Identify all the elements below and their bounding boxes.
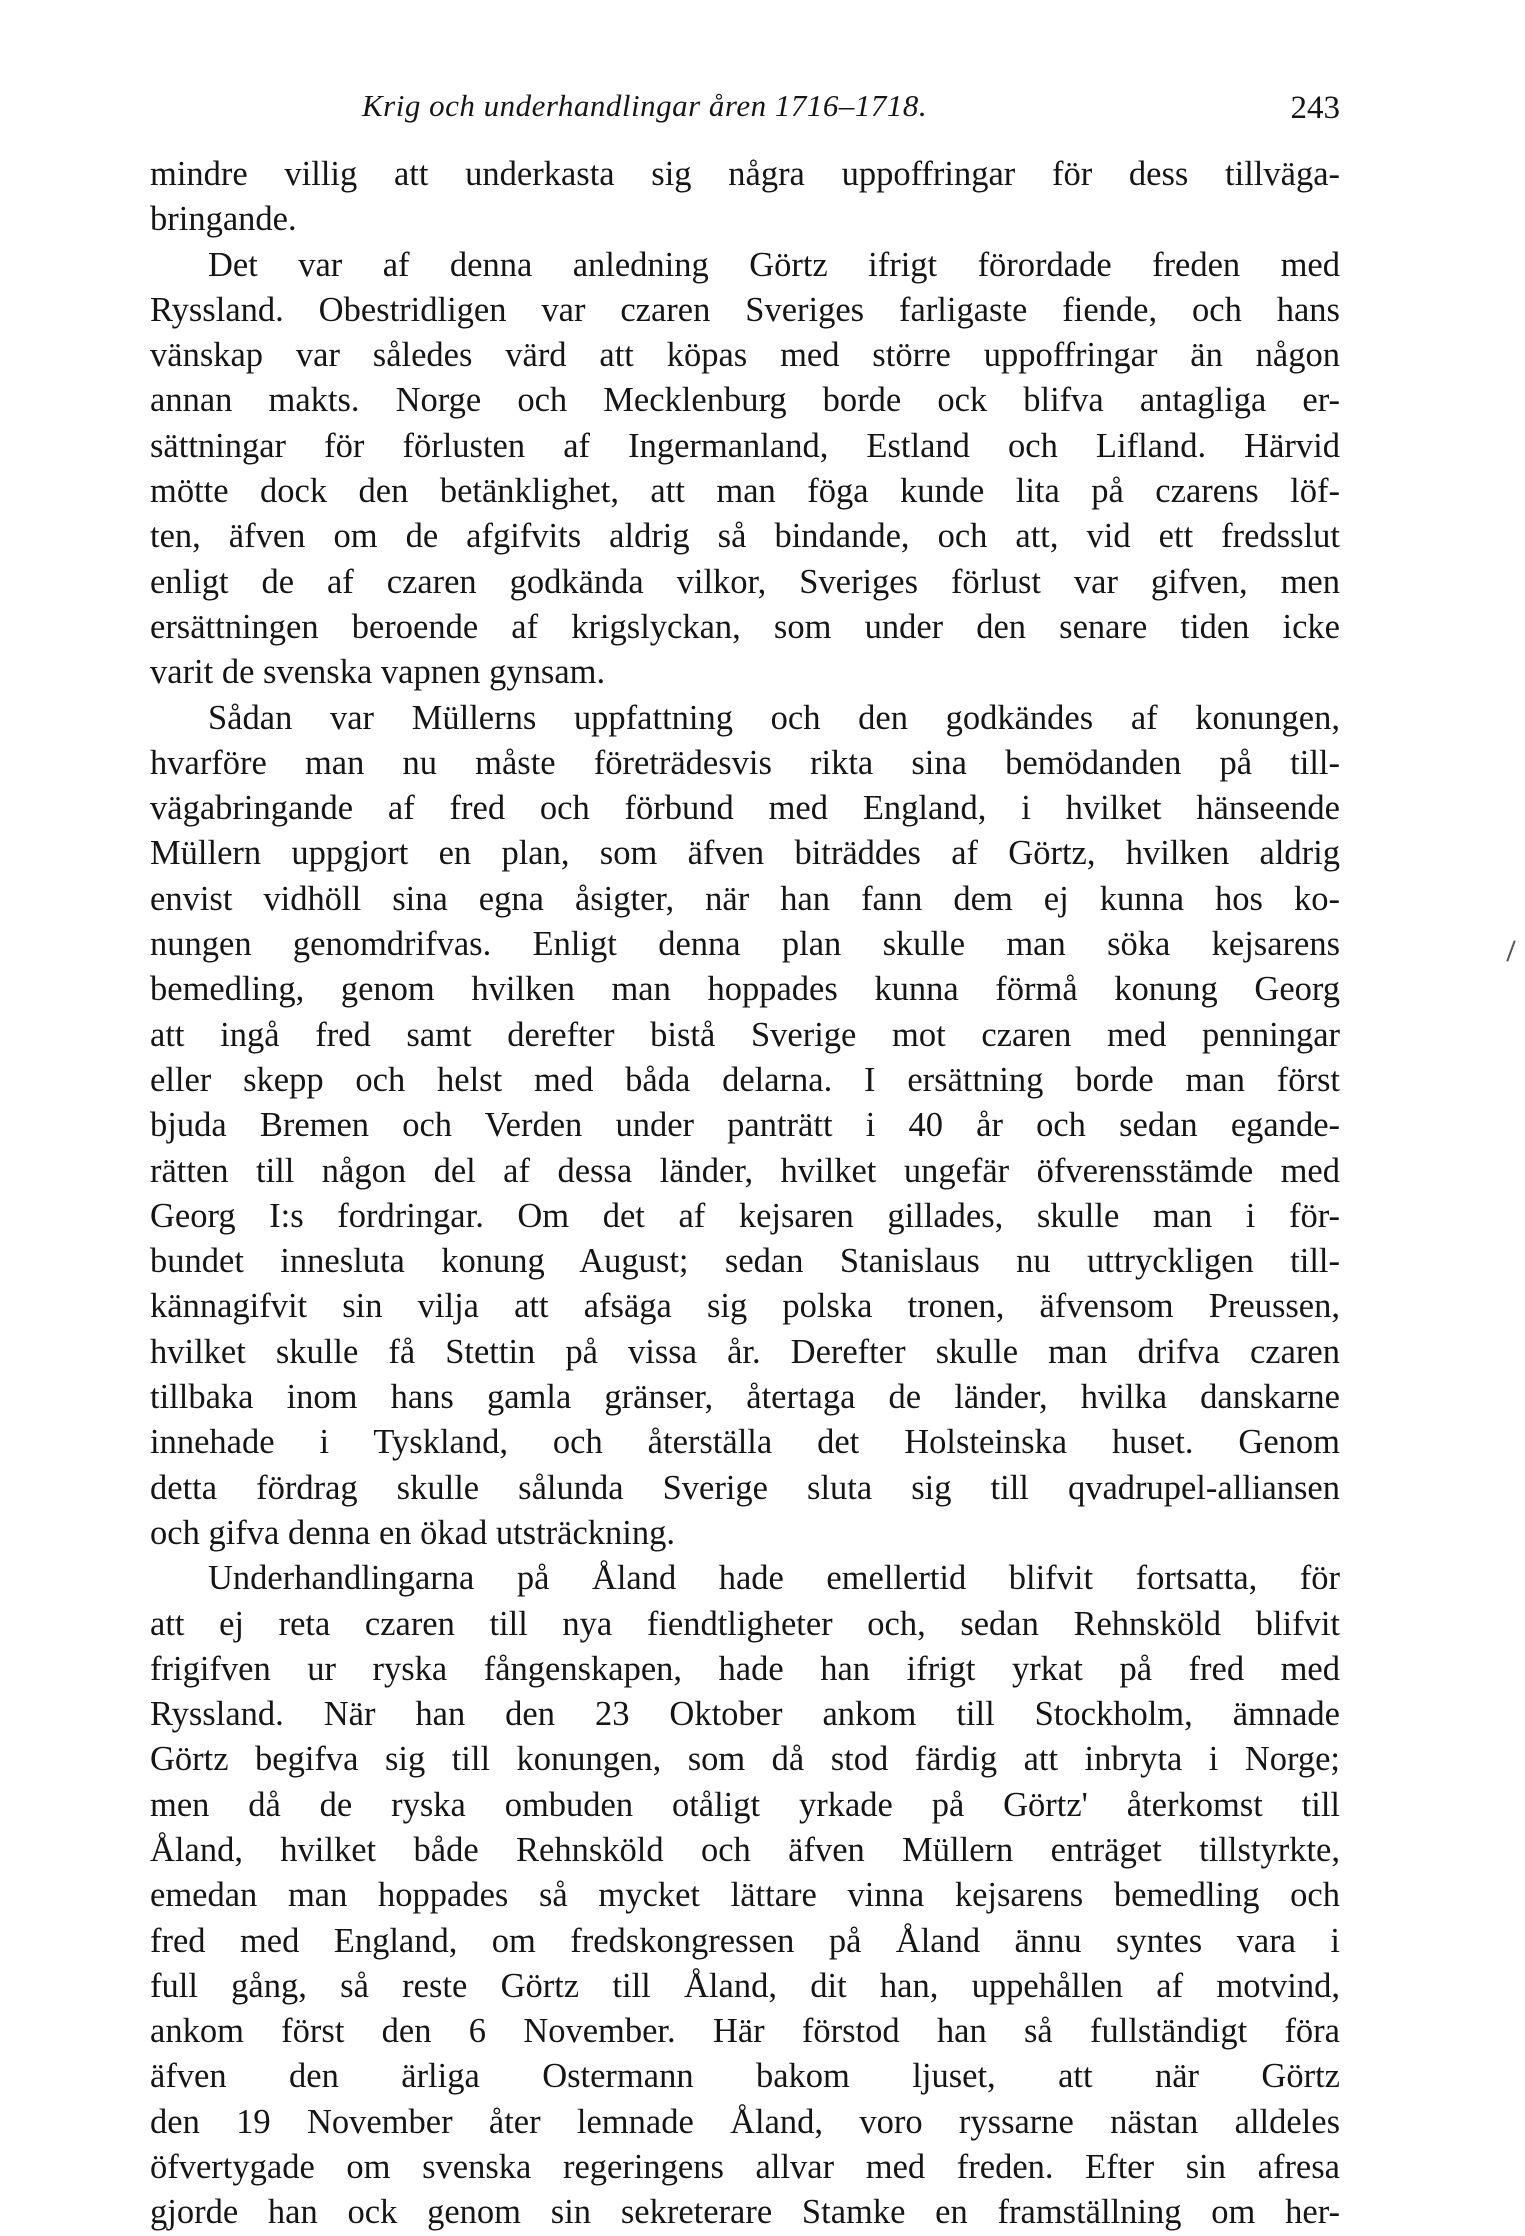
text-line: mindre villig att underkasta sig några uppoffringar för dess tillväga- — [150, 155, 1340, 193]
text-line: annan makts. Norge och Mecklenburg borde ock blifva antagliga er- — [150, 381, 1340, 420]
text-line: sättningar för förlusten af Ingermanland, Estland och Lifland. Härvid — [150, 426, 1340, 465]
text-line: Müllern uppgjort en plan, som äfven biträddes af Görtz, hvilken aldrig — [150, 834, 1340, 873]
text-line: frigifven ur ryska fångenskapen, hade han ifrigt yrkat på fred med — [150, 1649, 1340, 1688]
paragraph-start-line: Det var af denna anledning Görtz ifrigt förordade freden med — [208, 245, 1340, 284]
text-line: ten, äfven om de afgifvits aldrig så bindande, och att, vid ett fredsslut — [150, 517, 1340, 556]
text-line: nungen genomdrifvas. Enligt denna plan skulle man söka kejsarens — [150, 925, 1340, 964]
paragraph-start-line: Underhandlingarna på Åland hade emellertid blifvit fortsatta, för — [208, 1559, 1340, 1598]
page-header — [150, 88, 1340, 142]
text-line: Georg I:s fordringar. Om det af kejsaren gillades, skulle man i för- — [150, 1196, 1340, 1235]
text-line: men då de ryska ombuden otåligt yrkade på Görtz' återkomst till — [150, 1785, 1340, 1824]
text-line: Ryssland. Obestridligen var czaren Sveriges farligaste fiende, och hans — [150, 290, 1340, 329]
text-line: Görtz begifva sig till konungen, som då stod färdig att inbryta i Norge; — [150, 1740, 1340, 1779]
text-line: bjuda Bremen och Verden under panträtt i 40 år och sedan egande- — [150, 1106, 1340, 1145]
text-line: bemedling, genom hvilken man hoppades kunna förmå konung Georg — [150, 970, 1340, 1009]
text-line: hvilket skulle få Stettin på vissa år. Derefter skulle man drifva czaren — [150, 1332, 1340, 1371]
text-line: emedan man hoppades så mycket lättare vinna kejsarens bemedling och — [150, 1876, 1340, 1915]
text-line: rätten till någon del af dessa länder, hvilket ungefär öfverensstämde med — [150, 1151, 1340, 1190]
text-line: att ej reta czaren till nya fiendtligheter och, sedan Rehnsköld blifvit — [150, 1604, 1340, 1643]
margin-mark — [1506, 940, 1515, 961]
running-title: Krig och underhandlingar åren 1716–1718. — [362, 88, 928, 123]
text-line: envist vidhöll sina egna åsigter, när han fann dem ej kunna hos ko- — [150, 879, 1340, 918]
text-line: ankom först den 6 November. Här förstod han så fullständigt föra — [150, 2012, 1340, 2051]
text-line: full gång, så reste Görtz till Åland, dit han, uppehållen af motvind, — [150, 1966, 1340, 2005]
text-line: varit de svenska vapnen gynsam. — [150, 653, 606, 692]
text-line: eller skepp och helst med båda delarna. I ersättning borde man först — [150, 1060, 1340, 1099]
text-line: bundet innesluta konung August; sedan Stanislaus nu uttryckligen till- — [150, 1242, 1340, 1281]
body-text — [150, 152, 1340, 2236]
text-line: vägabringande af fred och förbund med England, i hvilket hänseende — [150, 789, 1340, 828]
text-line: fred med England, om fredskongressen på Åland ännu syntes vara i — [150, 1921, 1340, 1960]
text-line: Åland, hvilket både Rehnsköld och äfven Müllern enträget tillstyrkte, — [150, 1830, 1340, 1869]
text-line: att ingå fred samt derefter bistå Sverige mot czaren med penningar — [150, 1015, 1340, 1054]
text-line: innehade i Tyskland, och återställa det Holsteinska huset. Genom — [150, 1423, 1340, 1462]
text-line: kännagifvit sin vilja att afsäga sig polska tronen, äfvensom Preussen, — [150, 1287, 1340, 1326]
text-line: hvarföre man nu måste företrädesvis rikta sina bemödanden på till- — [150, 743, 1340, 782]
text-line: tillbaka inom hans gamla gränser, återtaga de länder, hvilka danskarne — [150, 1378, 1340, 1417]
text-line: enligt de af czaren godkända vilkor, Sveriges förlust var gifven, men — [150, 562, 1340, 601]
page-number: 243 — [1290, 90, 1340, 126]
text-line: äfven den ärliga Ostermann bakom ljuset, att när Görtz — [150, 2057, 1340, 2096]
text-line: och gifva denna en ökad utsträckning. — [150, 1513, 675, 1552]
text-line: ersättningen beroende af krigslyckan, som under den senare tiden icke — [150, 607, 1340, 646]
text-line: mötte dock den betänklighet, att man föga kunde lita på czarens löf- — [150, 472, 1340, 511]
text-line: bringande. — [150, 200, 297, 239]
text-line: öfvertygade om svenska regeringens allvar med freden. Efter sin afresa — [150, 2148, 1340, 2187]
text-line: detta fördrag skulle sålunda Sverige sluta sig till qvadrupel-alliansen — [150, 1468, 1340, 1507]
paragraph-start-line: Sådan var Müllerns uppfattning och den godkändes af konungen, — [208, 698, 1340, 737]
text-line: Ryssland. När han den 23 Oktober ankom till Stockholm, ämnade — [150, 1695, 1340, 1734]
text-line: vänskap var således värd att köpas med större uppoffringar än någon — [150, 336, 1340, 375]
text-line: gjorde han ock genom sin sekreterare Stamke en framställning om her- — [150, 2193, 1340, 2232]
text-line: den 19 November åter lemnade Åland, voro ryssarne nästan alldeles — [150, 2102, 1340, 2141]
